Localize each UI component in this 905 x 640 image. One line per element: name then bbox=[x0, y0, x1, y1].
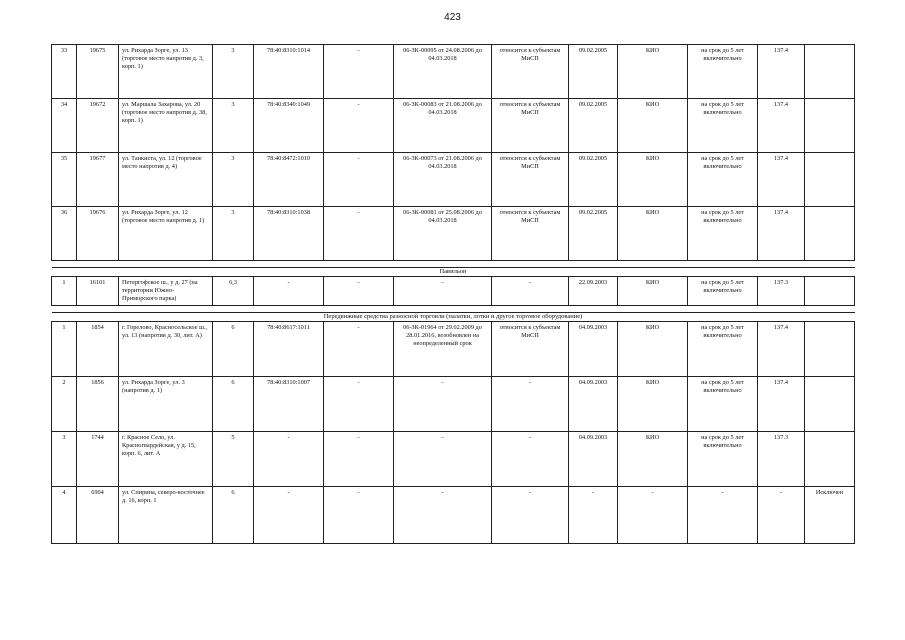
table-cell: 3 bbox=[213, 99, 254, 153]
table-cell: 19672 bbox=[77, 99, 119, 153]
table-cell: - bbox=[394, 487, 492, 544]
table-cell: 04.09.2003 bbox=[569, 432, 618, 487]
table-cell: 19675 bbox=[77, 45, 119, 99]
table-cell: - bbox=[254, 277, 324, 306]
table-cell: - bbox=[492, 432, 569, 487]
table-cell: 16101 bbox=[77, 277, 119, 306]
table-cell: 09.02.2005 bbox=[569, 153, 618, 207]
table-cell bbox=[805, 432, 855, 487]
table-cell: 22.09.2003 bbox=[569, 277, 618, 306]
table-cell: 33 bbox=[52, 45, 77, 99]
table-cell: 04.09.2003 bbox=[569, 322, 618, 377]
table-cell: - bbox=[254, 487, 324, 544]
table-cell: 1854 bbox=[77, 322, 119, 377]
section-title: Павильон bbox=[52, 268, 855, 277]
table-cell: 3 bbox=[213, 45, 254, 99]
table-cell: 2 bbox=[52, 377, 77, 432]
table-cell: г. Красное Село, ул. Красногвардейская, у д. 15, корп. 6, лит. А bbox=[119, 432, 213, 487]
table-cell: 1 bbox=[52, 322, 77, 377]
section-header bbox=[52, 313, 855, 322]
table-cell: КИО bbox=[618, 377, 688, 432]
table-cell: ул. Рихарда Зорге, ул. 12 (торговое место напротив д. 1) bbox=[119, 207, 213, 261]
table-cell bbox=[805, 277, 855, 306]
table-cell: 06-ЗК-00081 от 25.08.2006 до 04.03.2018 bbox=[394, 207, 492, 261]
table-cell: 6 bbox=[213, 322, 254, 377]
table-cell: - bbox=[569, 487, 618, 544]
table-cell: КИО bbox=[618, 432, 688, 487]
table-row bbox=[52, 377, 855, 432]
table-cell: - bbox=[492, 377, 569, 432]
table-cell: 3 bbox=[213, 153, 254, 207]
table-cell: 6 bbox=[213, 377, 254, 432]
table-cell: 36 bbox=[52, 207, 77, 261]
table-cell: ул. Спирина, северо-восточнее д. 16, корп. 1 bbox=[119, 487, 213, 544]
section-gap-cell bbox=[52, 306, 855, 313]
table-cell: - bbox=[324, 153, 394, 207]
table-cell: 19676 bbox=[77, 207, 119, 261]
table-cell: - bbox=[394, 377, 492, 432]
table-cell: - bbox=[324, 45, 394, 99]
table-cell: 19677 bbox=[77, 153, 119, 207]
section-gap-cell bbox=[52, 261, 855, 268]
table-cell: 78:40:8340:1049 bbox=[254, 99, 324, 153]
table-cell: - bbox=[758, 487, 805, 544]
table-cell: - bbox=[492, 487, 569, 544]
table-cell: 1 bbox=[52, 277, 77, 306]
section-title: Передвижные средства разносной торговли (палатки, лотки и другое торговое оборудование) bbox=[52, 313, 855, 322]
table-cell: 3 bbox=[213, 207, 254, 261]
table-cell: - bbox=[324, 207, 394, 261]
table-cell: ул. Рихарда Зорге, ул. 13 (торговое место напротив д. 3, корп. 1) bbox=[119, 45, 213, 99]
table-cell: 137.4 bbox=[758, 153, 805, 207]
table-cell: 06-ЗК-00095 от 24.08.2006 до 04.03.2018 bbox=[394, 45, 492, 99]
table-cell: относится к субъектам МиСП bbox=[492, 45, 569, 99]
table-cell: - bbox=[324, 377, 394, 432]
table-cell: 137.3 bbox=[758, 277, 805, 306]
table-cell: КИО bbox=[618, 99, 688, 153]
table-cell: на срок до 5 лет включительно bbox=[688, 45, 758, 99]
table-row bbox=[52, 153, 855, 207]
table-cell: КИО bbox=[618, 45, 688, 99]
table-cell bbox=[805, 207, 855, 261]
registry-table bbox=[51, 44, 855, 544]
table-cell: 1744 bbox=[77, 432, 119, 487]
table-cell: на срок до 5 лет включительно bbox=[688, 207, 758, 261]
table-cell: 1856 bbox=[77, 377, 119, 432]
table-row bbox=[52, 45, 855, 99]
table-cell: 34 bbox=[52, 99, 77, 153]
table-row bbox=[52, 277, 855, 306]
table-cell: 3 bbox=[52, 432, 77, 487]
table-cell: - bbox=[254, 432, 324, 487]
table-cell: 6 bbox=[213, 487, 254, 544]
table-cell: относится к субъектам МиСП bbox=[492, 99, 569, 153]
table-row bbox=[52, 432, 855, 487]
table-cell: КИО bbox=[618, 153, 688, 207]
table-cell: 6,3 bbox=[213, 277, 254, 306]
table-cell: - bbox=[324, 277, 394, 306]
table-cell: относится к субъектам МиСП bbox=[492, 153, 569, 207]
table-cell bbox=[805, 153, 855, 207]
table-cell: относится к субъектам МиСП bbox=[492, 207, 569, 261]
table-cell: 78:40:8472:1010 bbox=[254, 153, 324, 207]
table-cell: 35 bbox=[52, 153, 77, 207]
table-row bbox=[52, 99, 855, 153]
table-cell: 78:40:8617:1011 bbox=[254, 322, 324, 377]
table-row bbox=[52, 487, 855, 544]
table-cell: 137.4 bbox=[758, 377, 805, 432]
table-cell: Исключен bbox=[805, 487, 855, 544]
table-cell: - bbox=[324, 99, 394, 153]
table-cell: 09.02.2005 bbox=[569, 99, 618, 153]
table-cell bbox=[805, 45, 855, 99]
section-gap bbox=[52, 306, 855, 313]
table-cell: 5 bbox=[213, 432, 254, 487]
table-cell: 78:40:8310:1007 bbox=[254, 377, 324, 432]
table-cell: - bbox=[394, 432, 492, 487]
table-cell: ул. Рихарда Зорге, ул. 3 (напротив д. 1) bbox=[119, 377, 213, 432]
table-cell: г. Горелово, Красносельское ш., ул. 13 (напротив д. 30, лит. А) bbox=[119, 322, 213, 377]
table-cell: 09.02.2005 bbox=[569, 45, 618, 99]
table-cell: 06-ЗК-01964 от 29.02.2009 до 28.01.2016, возобновлен на неопределенный срок bbox=[394, 322, 492, 377]
table-cell: на срок до 5 лет включительно bbox=[688, 99, 758, 153]
table-row bbox=[52, 322, 855, 377]
table-row bbox=[52, 207, 855, 261]
section-header bbox=[52, 268, 855, 277]
table-cell: 6904 bbox=[77, 487, 119, 544]
table-cell: на срок до 5 лет включительно bbox=[688, 277, 758, 306]
table-cell: - bbox=[492, 277, 569, 306]
table-cell: - bbox=[688, 487, 758, 544]
table-cell: 09.02.2005 bbox=[569, 207, 618, 261]
table-cell: 137.4 bbox=[758, 45, 805, 99]
table-cell bbox=[805, 322, 855, 377]
table-cell: ул. Маршала Захарова, ул. 20 (торговое место напротив д. 38, корп. 1) bbox=[119, 99, 213, 153]
table-cell: - bbox=[618, 487, 688, 544]
table-cell: - bbox=[324, 322, 394, 377]
table-cell: относится к субъектам МиСП bbox=[492, 322, 569, 377]
table-cell: 78:40:8310:1038 bbox=[254, 207, 324, 261]
table-cell: 137.3 bbox=[758, 432, 805, 487]
table-cell: на срок до 5 лет включительно bbox=[688, 322, 758, 377]
table-cell: - bbox=[394, 277, 492, 306]
table-cell: 78:40:8310:1014 bbox=[254, 45, 324, 99]
table-cell: - bbox=[324, 432, 394, 487]
table-cell: ул. Танкиста, ул. 12 (торговое место напротив д. 4) bbox=[119, 153, 213, 207]
table-cell: - bbox=[324, 487, 394, 544]
table-cell: на срок до 5 лет включительно bbox=[688, 377, 758, 432]
table-cell: на срок до 5 лет включительно bbox=[688, 432, 758, 487]
table-cell: 137.4 bbox=[758, 322, 805, 377]
table-cell bbox=[805, 99, 855, 153]
section-gap bbox=[52, 261, 855, 268]
table-cell: 04.09.2003 bbox=[569, 377, 618, 432]
table-cell: КИО bbox=[618, 207, 688, 261]
page-number: 423 bbox=[444, 12, 461, 23]
table-cell: КИО bbox=[618, 277, 688, 306]
table-cell: 06-ЗК-00083 от 21.08.2006 до 04.03.2018 bbox=[394, 99, 492, 153]
table-cell: на срок до 5 лет включительно bbox=[688, 153, 758, 207]
table-cell: КИО bbox=[618, 322, 688, 377]
table-cell: 4 bbox=[52, 487, 77, 544]
table-cell: 137.4 bbox=[758, 99, 805, 153]
table-cell: 06-ЗК-00073 от 21.08.2006 до 04.03.2018 bbox=[394, 153, 492, 207]
table-cell: 137.4 bbox=[758, 207, 805, 261]
table-cell bbox=[805, 377, 855, 432]
table-cell: Петергофское ш., у д. 27 (на территории Южно-Приморского парка) bbox=[119, 277, 213, 306]
